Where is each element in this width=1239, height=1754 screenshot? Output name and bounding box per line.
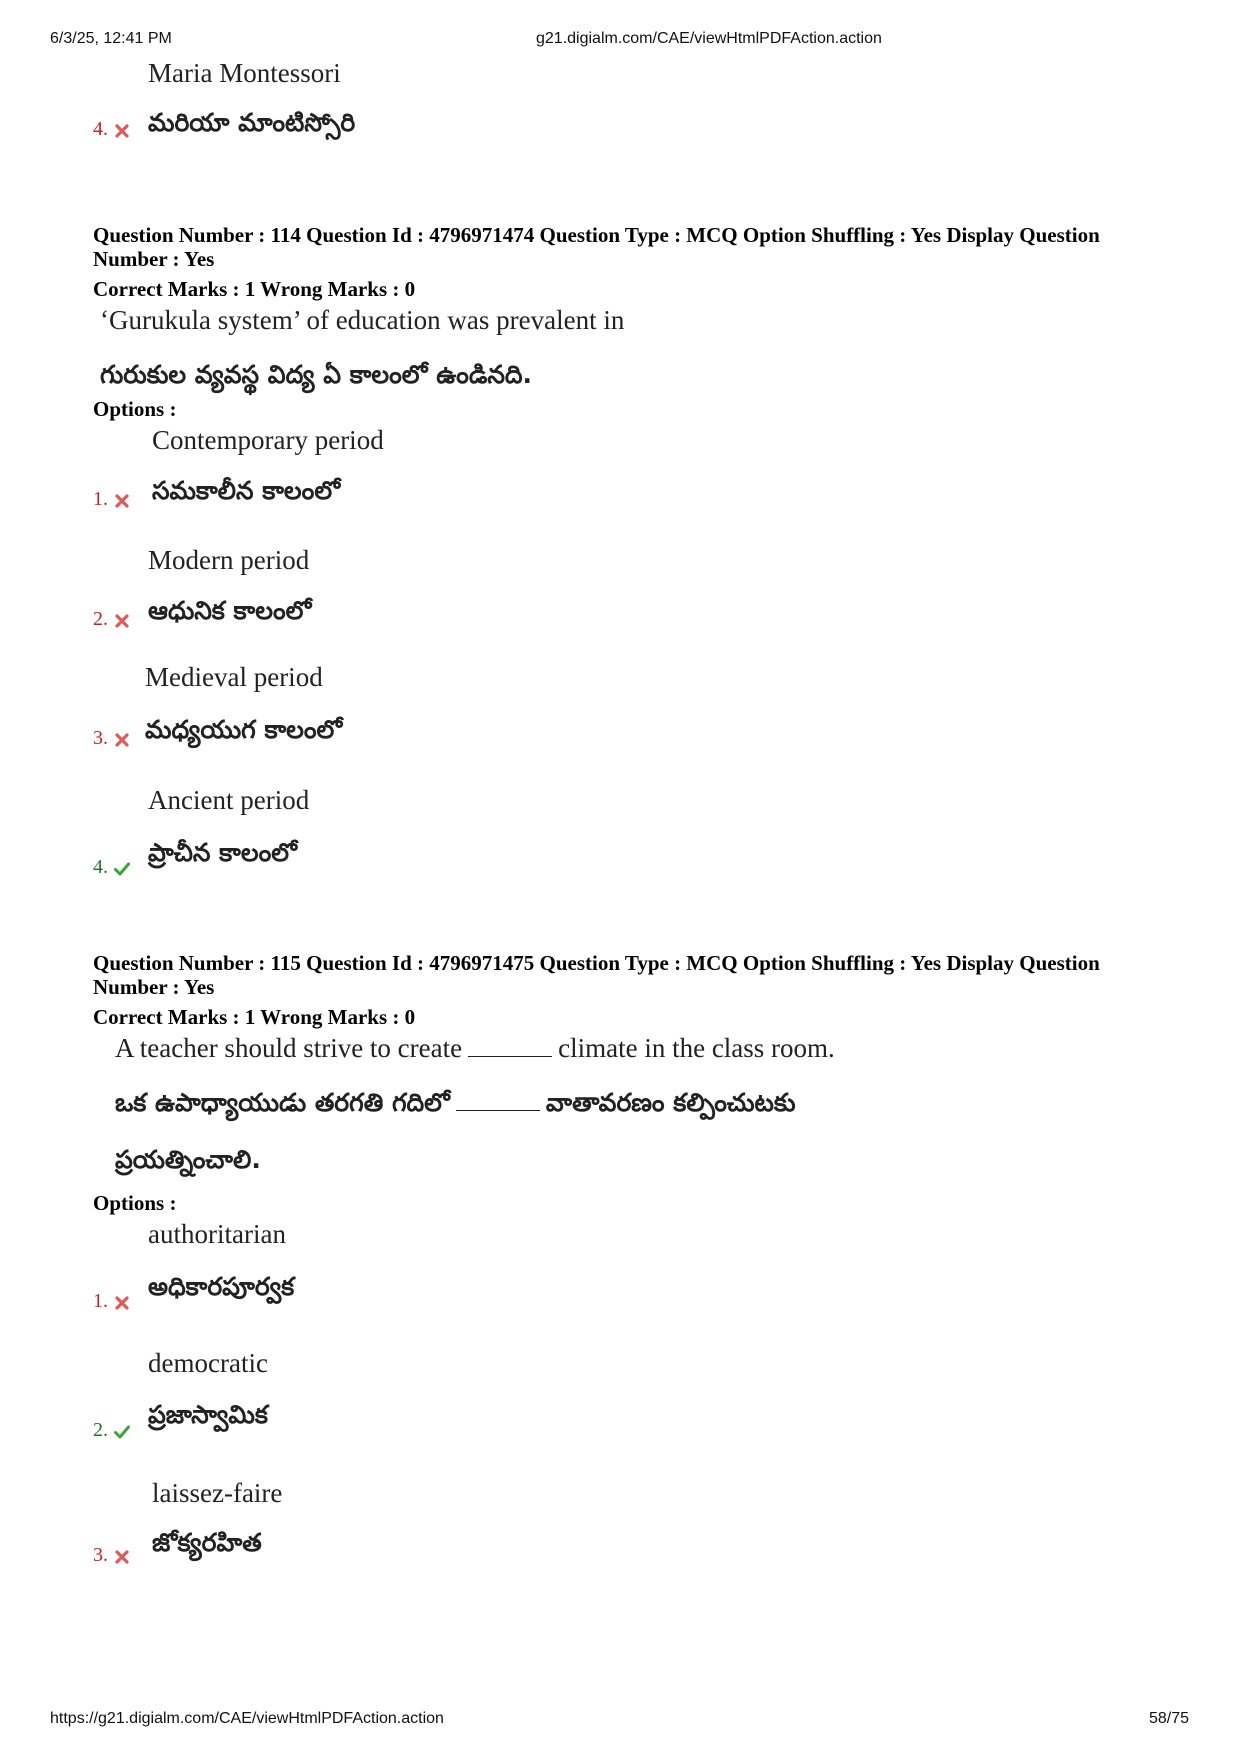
cross-icon bbox=[114, 1549, 130, 1565]
q114-option-1 bbox=[93, 488, 130, 511]
q114-option-2 bbox=[93, 608, 130, 631]
q115-option-1 bbox=[93, 1290, 130, 1313]
cross-icon bbox=[114, 1295, 130, 1311]
q114-option-2-english: Modern period bbox=[148, 545, 310, 575]
q115-option-2-telugu: ప్రజాస్వామిక bbox=[148, 1400, 268, 1429]
q114-marks: Correct Marks : 1 Wrong Marks : 0 bbox=[93, 277, 416, 301]
q114-option-3-telugu: మధ్యయుగ కాలంలో bbox=[145, 715, 343, 744]
q115-option-1-telugu: అధికారపూర్వక bbox=[148, 1272, 295, 1301]
fill-blank bbox=[468, 1056, 552, 1057]
check-icon bbox=[114, 1424, 130, 1440]
q115-question-telugu-part2: వాతావరణం కల్పించుటకు bbox=[545, 1088, 796, 1117]
q114-option-4 bbox=[93, 856, 130, 879]
option-number: 3. bbox=[93, 1544, 108, 1566]
q114-options-label: Options : bbox=[93, 397, 177, 421]
fill-blank bbox=[456, 1110, 540, 1111]
option-number: 2. bbox=[93, 1419, 108, 1441]
prev-option-4-english: Maria Montessori bbox=[148, 58, 341, 88]
check-icon bbox=[114, 861, 130, 877]
cross-icon bbox=[114, 732, 130, 748]
q115-option-1-english: authoritarian bbox=[148, 1219, 286, 1249]
q115-option-2 bbox=[93, 1419, 130, 1442]
q114-option-3 bbox=[93, 727, 130, 750]
option-number: 3. bbox=[93, 727, 108, 749]
page-number: 58/75 bbox=[1148, 1710, 1189, 1727]
q115-options-label: Options : bbox=[93, 1191, 177, 1215]
q115-marks: Correct Marks : 1 Wrong Marks : 0 bbox=[93, 1005, 416, 1029]
q115-option-3 bbox=[93, 1544, 130, 1567]
q115-header bbox=[93, 951, 1173, 999]
q114-option-1-telugu: సమకాలీన కాలంలో bbox=[152, 476, 341, 505]
q114-option-1-english: Contemporary period bbox=[152, 425, 384, 455]
q115-header-line2: Number : Yes bbox=[93, 975, 215, 999]
q114-option-2-telugu: ఆధునిక కాలంలో bbox=[148, 596, 312, 625]
q114-option-4-english: Ancient period bbox=[148, 785, 310, 815]
option-number: 1. bbox=[93, 488, 108, 510]
q114-header-line1: Question Number : 114 Question Id : 4796971474 Question Type : MCQ Option Shuffling : Yes Display Question bbox=[93, 223, 1100, 247]
q115-question-telugu-line1 bbox=[115, 1088, 796, 1124]
q115-option-2-english: democratic bbox=[148, 1348, 268, 1378]
q114-question-telugu: గురుకుల వ్యవస్థ విద్య ఏ కాలంలో ఉండినది. bbox=[100, 360, 533, 389]
q114-question-english: ‘Gurukula system’ of education was prevalent in bbox=[100, 305, 625, 335]
option-number: 1. bbox=[93, 1290, 108, 1312]
q115-header-line1: Question Number : 115 Question Id : 4796971475 Question Type : MCQ Option Shuffling : Yes Display Question bbox=[93, 951, 1100, 975]
cross-icon bbox=[114, 123, 130, 139]
option-number: 4. bbox=[93, 856, 108, 878]
q115-question-english-part2: climate in the class room. bbox=[558, 1033, 835, 1063]
q115-question-telugu-line2: ప్రయత్నించాలి. bbox=[115, 1145, 261, 1174]
prev-option-4-telugu: మరియా మాంటిస్సోరి bbox=[148, 108, 356, 137]
print-datetime: 6/3/25, 12:41 PM bbox=[50, 30, 172, 47]
q115-question-english-part1: A teacher should strive to create bbox=[115, 1033, 463, 1063]
option-number: 4. bbox=[93, 118, 108, 140]
q115-option-3-telugu: జోక్యరహిత bbox=[152, 1528, 262, 1557]
q114-header-line2: Number : Yes bbox=[93, 247, 215, 271]
q115-question-english bbox=[115, 1033, 835, 1064]
cross-icon bbox=[114, 493, 130, 509]
option-number: 2. bbox=[93, 608, 108, 630]
q115-question-telugu-part1: ఒక ఉపాధ్యాయుడు తరగతి గదిలో bbox=[115, 1088, 450, 1117]
cross-icon bbox=[114, 613, 130, 629]
q114-option-3-english: Medieval period bbox=[145, 662, 323, 692]
prev-option-4 bbox=[93, 118, 130, 141]
q114-option-4-telugu: ప్రాచీన కాలంలో bbox=[148, 838, 297, 867]
print-url: g21.digialm.com/CAE/viewHtmlPDFAction.action bbox=[536, 30, 882, 47]
q114-header bbox=[93, 223, 1173, 271]
footer-url: https://g21.digialm.com/CAE/viewHtmlPDFAction.action bbox=[50, 1710, 444, 1727]
q115-option-3-english: laissez-faire bbox=[152, 1478, 283, 1508]
